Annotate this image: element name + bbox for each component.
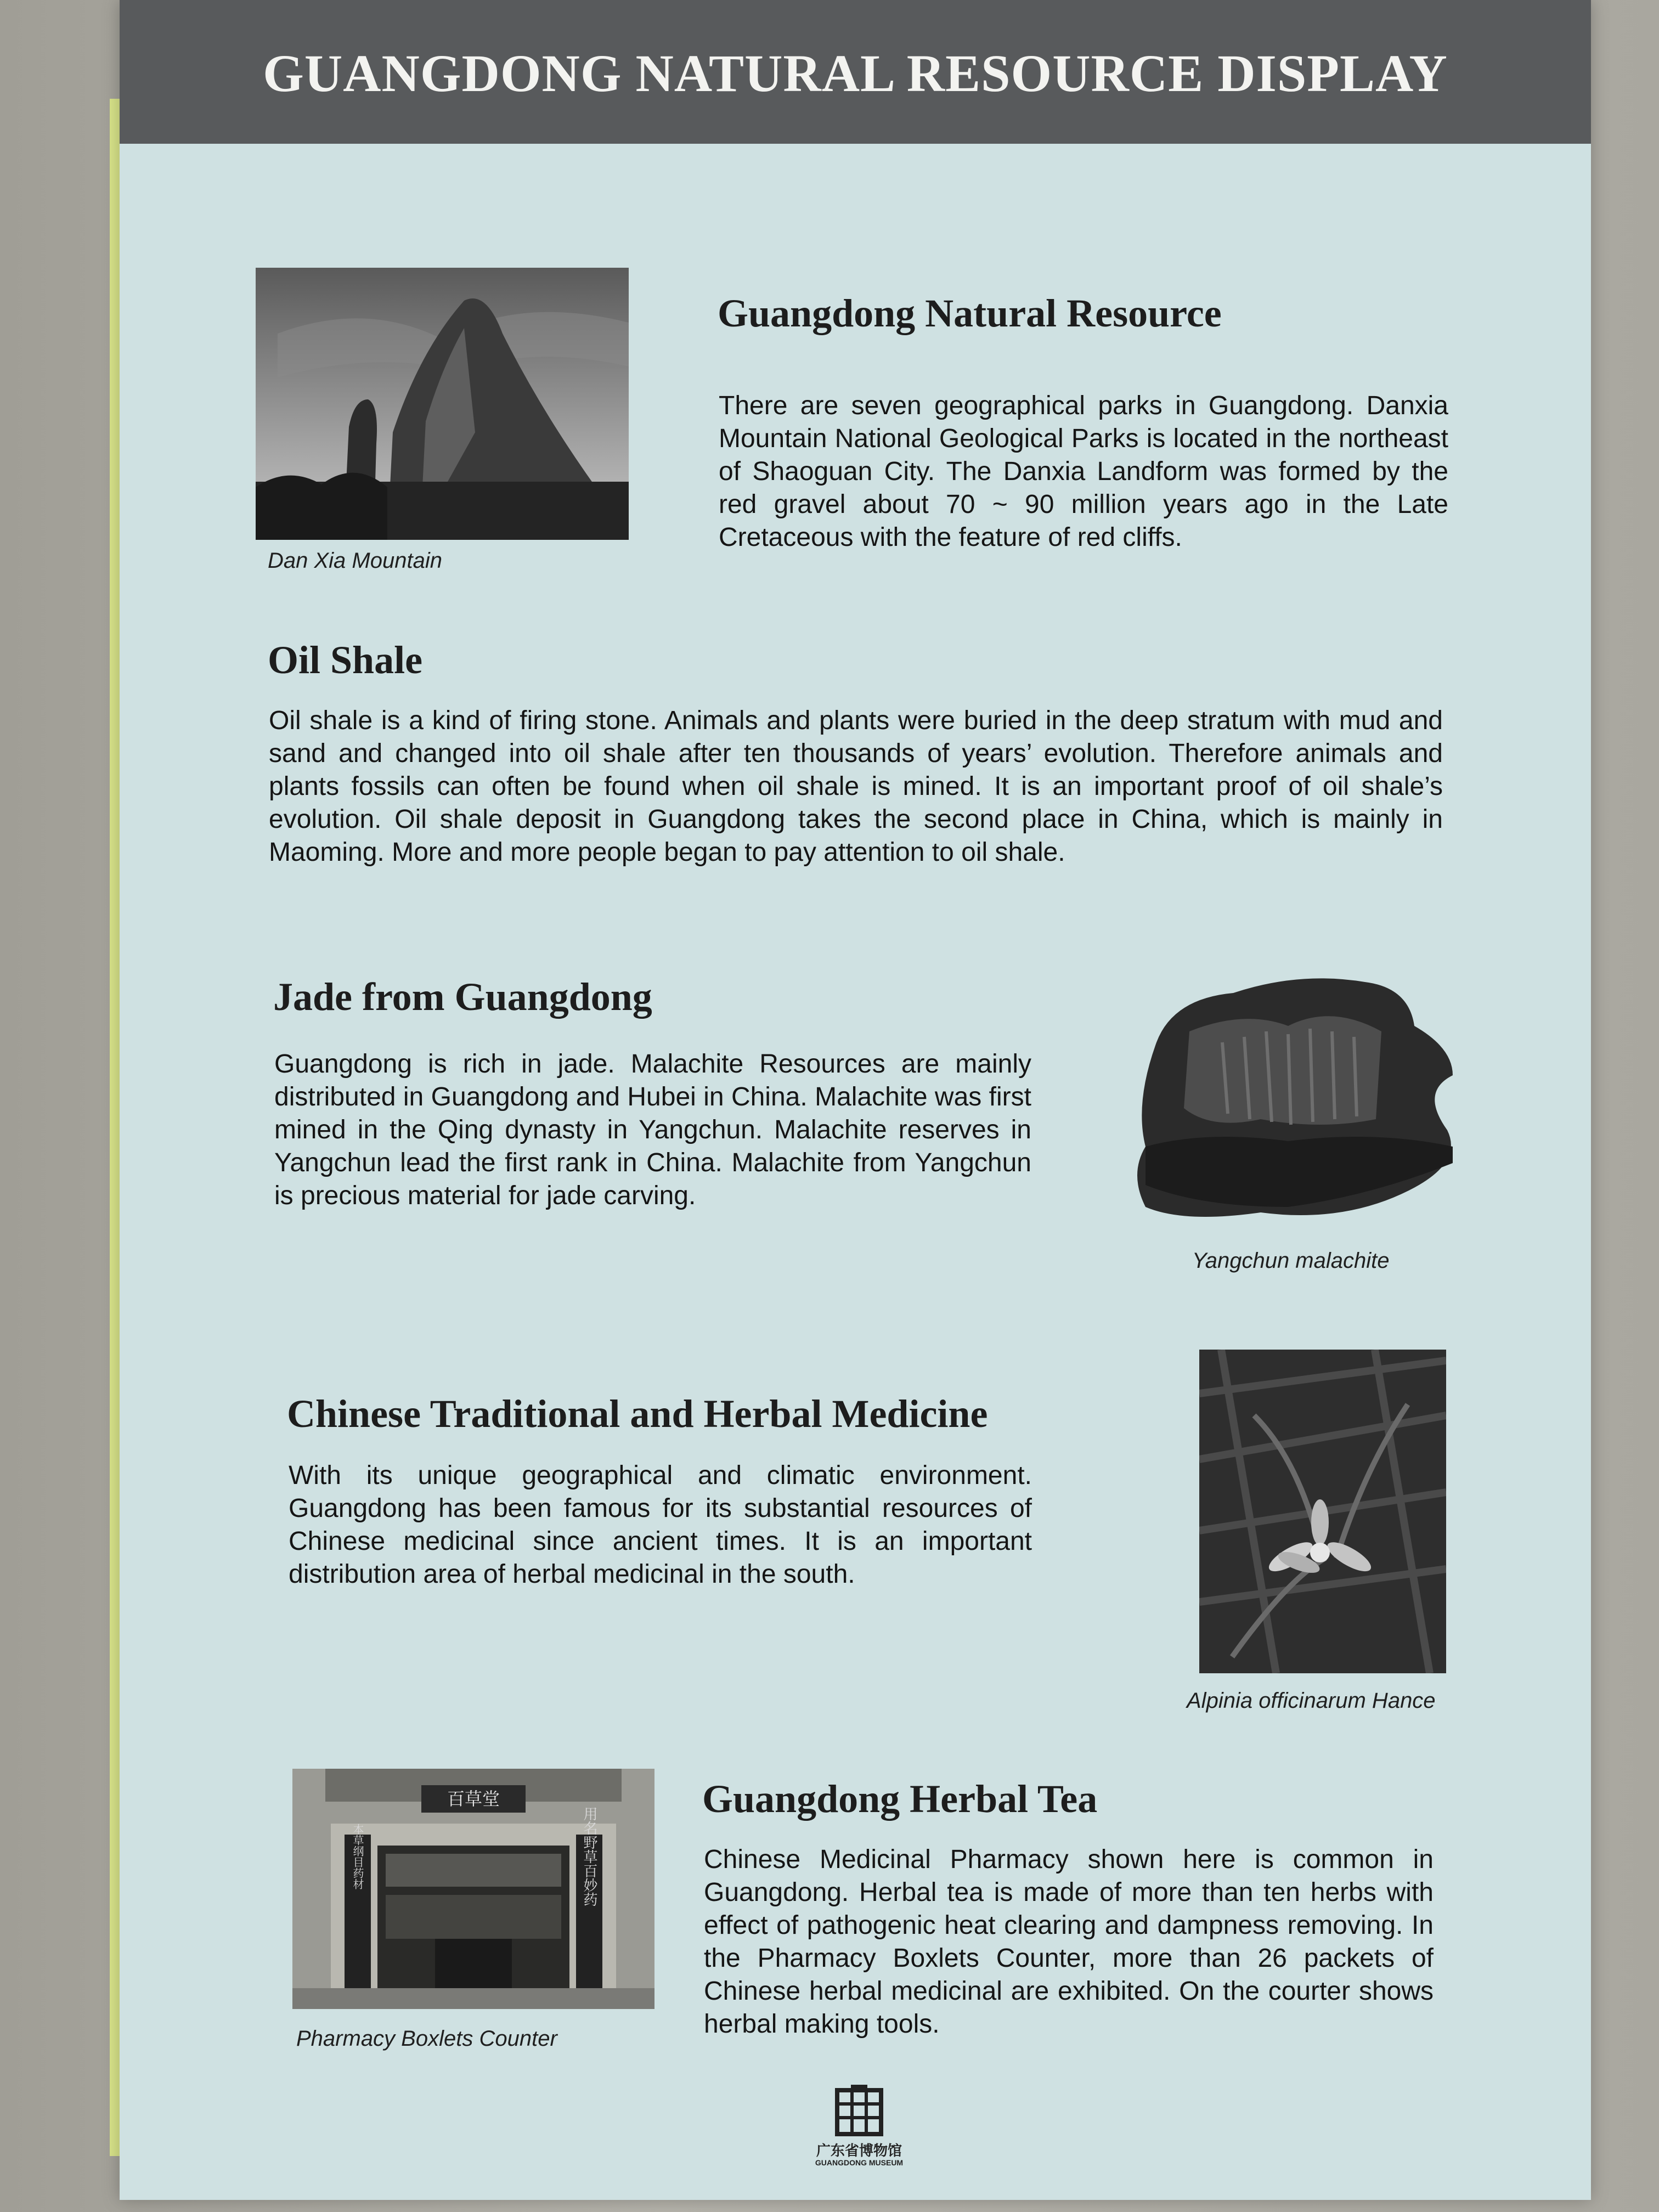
museum-emblem-icon xyxy=(799,2085,919,2140)
alpinia-photo xyxy=(1199,1350,1446,1673)
herbal-tea-heading: Guangdong Herbal Tea xyxy=(702,1777,1098,1821)
danxia-caption: Dan Xia Mountain xyxy=(268,549,442,573)
pharmacy-sign-right: 用名野草百妙药 xyxy=(581,1807,597,1906)
info-sheet xyxy=(120,0,1591,2200)
pharmacy-counter-photo xyxy=(292,1769,654,2009)
alpinia-caption: Alpinia officinarum Hance xyxy=(1187,1689,1436,1713)
natural-resource-text: There are seven geographical parks in Guangdong. Danxia Mountain National Geological Parks is located in the northeast of Shaoguan City. The Danxia Landform was formed by the red gravel about 70 ~ 90 million years ago in the Late Cretaceous with the feature of red cliffs. xyxy=(719,391,1448,552)
natural-resource-heading: Guangdong Natural Resource xyxy=(718,291,1222,335)
danxia-mountain-photo xyxy=(256,268,629,540)
pharmacy-caption: Pharmacy Boxlets Counter xyxy=(296,2027,557,2051)
herbal-tea-text: Chinese Medicinal Pharmacy shown here is common in Guangdong. Herbal tea is made of more than ten herbs with effect of pathogenic heat clearing and dampness removing. In the Pharmacy Boxlets Counter, more than 26 packets of Chinese herbal medicinal are exhibited. On the courter shows herbal making tools. xyxy=(704,1845,1434,2039)
malachite-photo xyxy=(1124,966,1475,1240)
malachite-caption: Yangchun malachite xyxy=(1192,1249,1390,1273)
pharmacy-sign-top: 百草堂 xyxy=(447,1788,500,1809)
header-bar xyxy=(120,0,1591,144)
museum-logo-text: 广东省博物馆 xyxy=(816,2142,902,2159)
pharmacy-sign-left: 本草纲目药材 xyxy=(351,1824,364,1889)
medicine-text: With its unique geographical and climatic environment. Guangdong has been famous for its substantial resources of Chinese medicinal since ancient times. It is an important distribution area of herbal medicinal in the south. xyxy=(289,1461,1032,1589)
museum-logo-subtext: GUANGDONG MUSEUM xyxy=(815,2158,904,2167)
museum-logo xyxy=(799,2085,919,2183)
jade-text: Guangdong is rich in jade. Malachite Resources are mainly distributed in Guangdong and Hubei in China. Malachite was first mined in the Qing dynasty in Yangchun. Malachite reserves in Yangchun lead the first rank in China. Malachite from Yangchun is precious material for jade carving. xyxy=(274,1049,1031,1210)
medicine-heading: Chinese Traditional and Herbal Medicine xyxy=(287,1392,988,1436)
oil-shale-heading: Oil Shale xyxy=(268,638,423,682)
oil-shale-text: Oil shale is a kind of firing stone. Animals and plants were buried in the deep stratum with mud and sand and changed into oil shale after ten thousands of years’ evolution. Therefore animals and plants fossils can often be found when oil shale is mined. It is an important proof of oil shale’s evolution. Oil shale deposit in Guangdong takes the second place in China, which is mainly in Maoming. More and more people began to pay attention to oil shale. xyxy=(269,706,1443,867)
page-title: GUANGDONG NATURAL RESOURCE DISPLAY xyxy=(263,44,1448,103)
jade-heading: Jade from Guangdong xyxy=(273,975,652,1019)
